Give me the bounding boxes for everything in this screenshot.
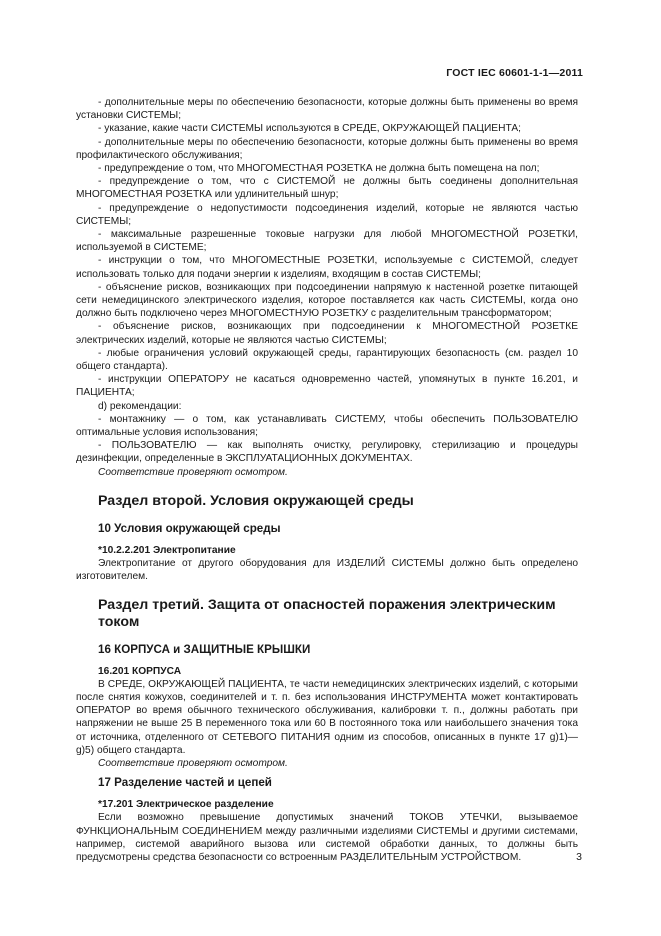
subclause-16-201-text: В СРЕДЕ, ОКРУЖАЮЩЕЙ ПАЦИЕНТА, те части немедицинских электрических изделий, с которыми после снятия кожухов, соединителей и т. п. без использования ИНСТРУМЕНТА может контактировать ОПЕРАТОР во время обычного технического обслуживания, калибровки т. п., должны работать при напряжении не выше 25 В переменного тока или 60 В постоянного тока или наибольшего значения тока от источника, отделенного от СЕТЕВОГО ПИТАНИЯ одним из способов, описанных в пункте 17 g)1)—g)5) общего стандарта. xyxy=(76,678,578,756)
subclause-17-201-heading: *17.201 Электрическое разделение xyxy=(98,799,274,811)
list-item: - предупреждение о недопустимости подсоединения изделий, которые не являются частью СИСТЕМЫ; xyxy=(76,202,578,227)
list-item: - ПОЛЬЗОВАТЕЛЮ — как выполнять очистку, регулировку, стерилизацию и процедуры дезинфекции, определенные в ЭКСПЛУАТАЦИОННЫХ ДОКУМЕНТАХ. xyxy=(76,440,578,465)
list-item: - монтажнику — о том, как устанавливать СИСТЕМУ, чтобы обеспечить ПОЛЬЗОВАТЕЛЮ оптимальные условия использования; xyxy=(76,413,578,439)
subclause-17-201-text: Если возможно превышение допустимых значений ТОКОВ УТЕЧКИ, вызываемое ФУНКЦИОНАЛЬНЫМ СОЕДИНЕНИЕМ между различными изделиями СИСТЕМЫ и другими системами, например, системой аварийного вызова или системой обработки данных, то должны быть предусмотрены средства безопасности со встроенным РАЗДЕЛИТЕЛЬНЫМ УСТРОЙСТВОМ. xyxy=(76,812,578,863)
list-item: - инструкции ОПЕРАТОРУ не касаться одновременно частей, упомянутых в пункте 16.201, и ПАЦИЕНТА; xyxy=(76,374,578,399)
clause-10-heading: 10 Условия окружающей среды xyxy=(98,521,281,535)
subclause-16-201-heading: 16.201 КОРПУСА xyxy=(98,665,182,677)
page-number: 3 xyxy=(576,851,582,863)
list-item: - объяснение рисков, возникающих при подсоединении к МНОГОМЕСТНОЙ РОЗЕТКЕ электрических изделий, которые не являются частью СИСТЕМЫ; xyxy=(76,321,578,346)
clause-17-heading: 17 Разделение частей и цепей xyxy=(98,776,272,790)
subclause-10-2-2-201-text: Электропитание от другого оборудования для ИЗДЕЛИЙ СИСТЕМЫ должно быть определено изготовителем. xyxy=(76,558,578,583)
document-body xyxy=(76,96,578,864)
list-item: - дополнительные меры по обеспечению безопасности, которые должны быть применены во время установки СИСТЕМЫ; xyxy=(76,97,578,122)
list-item: - максимальные разрешенные токовые нагрузки для любой МНОГОМЕСТНОЙ РОЗЕТКИ, используемой в СИСТЕМЕ; xyxy=(76,229,578,254)
list-item: - указание, какие части СИСТЕМЫ используются в СРЕДЕ, ОКРУЖАЮЩЕЙ ПАЦИЕНТА; xyxy=(98,123,521,135)
section-three-heading: Раздел третий. Защита от опасностей поражения электрическим током xyxy=(98,596,556,630)
section-two-heading: Раздел второй. Условия окружающей среды xyxy=(98,492,414,509)
list-item: - предупреждение о том, что МНОГОМЕСТНАЯ РОЗЕТКА не должна быть помещена на пол; xyxy=(98,163,540,175)
list-item: - объяснение рисков, возникающих при подсоединении напрямую к настенной розетке питающей сети немедицинского электрического изделия, которое поставляется как часть СИСТЕМЫ, когда оно должно быть подключено через МНОГОМЕСТНУЮ РОЗЕТКУ с разделительным трансформатором; xyxy=(76,281,578,320)
list-item: - инструкции о том, что МНОГОМЕСТНЫЕ РОЗЕТКИ, используемые с СИСТЕМОЙ, следует использовать только для подачи энергии к изделиям, входящим в состав СИСТЕМЫ; xyxy=(76,255,578,280)
list-item: - любые ограничения условий окружающей среды, гарантирующих безопасность (см. раздел 10 общего стандарта). xyxy=(76,347,578,373)
compliance-note: Соответствие проверяют осмотром. xyxy=(98,466,288,478)
list-item: - дополнительные меры по обеспечению безопасности, которые должны быть применены во время профилактического обслуживания; xyxy=(76,136,578,161)
clause-16-heading: 16 КОРПУСА и ЗАЩИТНЫЕ КРЫШКИ xyxy=(98,642,311,656)
standard-code-header: ГОСТ IEC 60601-1-1—2011 xyxy=(446,67,583,79)
list-item: - предупреждение о том, что с СИСТЕМОЙ не должны быть соединены дополнительная МНОГОМЕСТНАЯ РОЗЕТКА или удлинительный шнур; xyxy=(76,176,578,201)
subclause-10-2-2-201-heading: *10.2.2.201 Электропитание xyxy=(98,544,236,556)
list-item: d) рекомендации: xyxy=(98,400,182,412)
compliance-note: Соответствие проверяют осмотром. xyxy=(98,757,288,769)
